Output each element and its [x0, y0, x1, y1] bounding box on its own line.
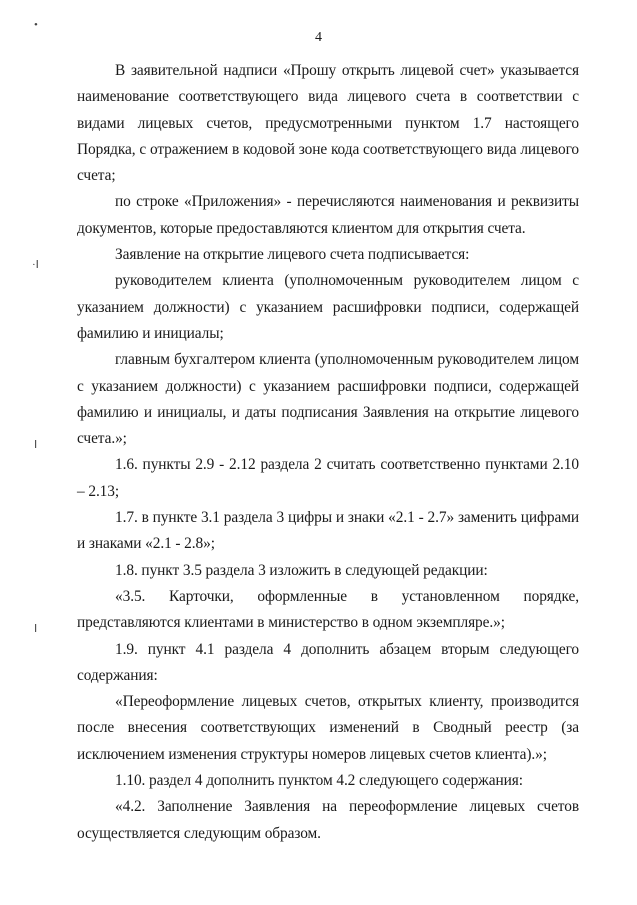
paragraph-item-1-9: 1.9. пункт 4.1 раздела 4 дополнить абзацем вторым следующего содержания: — [77, 640, 579, 684]
paragraph-quote-3-5: «3.5. Карточки, оформленные в установленном порядке, представляются клиентами в министерство в одном экземпляре.»; — [77, 587, 579, 632]
paragraph-signing-intro: Заявление на открытие лицевого счета подписывается: — [115, 246, 470, 264]
scan-mark-punch-hole: ·ⵏ — [32, 259, 39, 271]
paragraph-applicant-inscription: В заявительной надписи «Прошу открыть лицевой счет» указывается наименование соответствующего вида лицевого счета в соответствии с видами лицевых счетов, предусмотренными пунктом 1.7 настоящего Порядка, с отражением в кодовой зоне кода соответствующего вида лицевого счета; — [77, 62, 579, 185]
paragraph-quote-reissue: «Переоформление лицевых счетов, открытых клиенту, производится после внесения соответствующих изменений в Сводный реестр (за исключением изменения структуры номеров лицевых счетов клиента).»; — [77, 693, 579, 763]
scan-mark-punch-hole: ⵏ — [34, 439, 38, 451]
page-number: 4 — [315, 30, 322, 45]
paragraph-quote-4-2: «4.2. Заполнение Заявления на переоформление лицевых счетов осуществляется следующим образом. — [77, 798, 579, 842]
paragraph-attachments: по строке «Приложения» - перечисляются наименования и реквизиты документов, которые предоставляются клиентом для открытия счета. — [77, 193, 579, 237]
paragraph-item-1-10: 1.10. раздел 4 дополнить пунктом 4.2 следующего содержания: — [115, 772, 523, 790]
paragraph-signer-head: руководителем клиента (уполномоченным руководителем лицом с указанием должности) с указанием расшифровки подписи, содержащей фамилию и инициалы; — [77, 272, 579, 342]
paragraph-item-1-7: 1.7. в пункте 3.1 раздела 3 цифры и знаки «2.1 - 2.7» заменить цифрами и знаками «2.1 - 2.8»; — [77, 509, 579, 553]
paragraph-item-1-6: 1.6. пункты 2.9 - 2.12 раздела 2 считать соответственно пунктами 2.10 – 2.13; — [77, 456, 579, 500]
scan-mark-dot: • — [34, 19, 38, 31]
paragraph-item-1-8: 1.8. пункт 3.5 раздела 3 изложить в следующей редакции: — [115, 561, 488, 579]
document-body — [77, 58, 579, 847]
scan-mark-punch-hole: ⵏ — [34, 623, 38, 635]
paragraph-signer-accountant: главным бухгалтером клиента (уполномоченным руководителем лицом с указанием должности) с указанием расшифровки подписи, содержащей фамилию и инициалы, и даты подписания Заявления на открытие лицевого счета.»; — [77, 351, 579, 448]
